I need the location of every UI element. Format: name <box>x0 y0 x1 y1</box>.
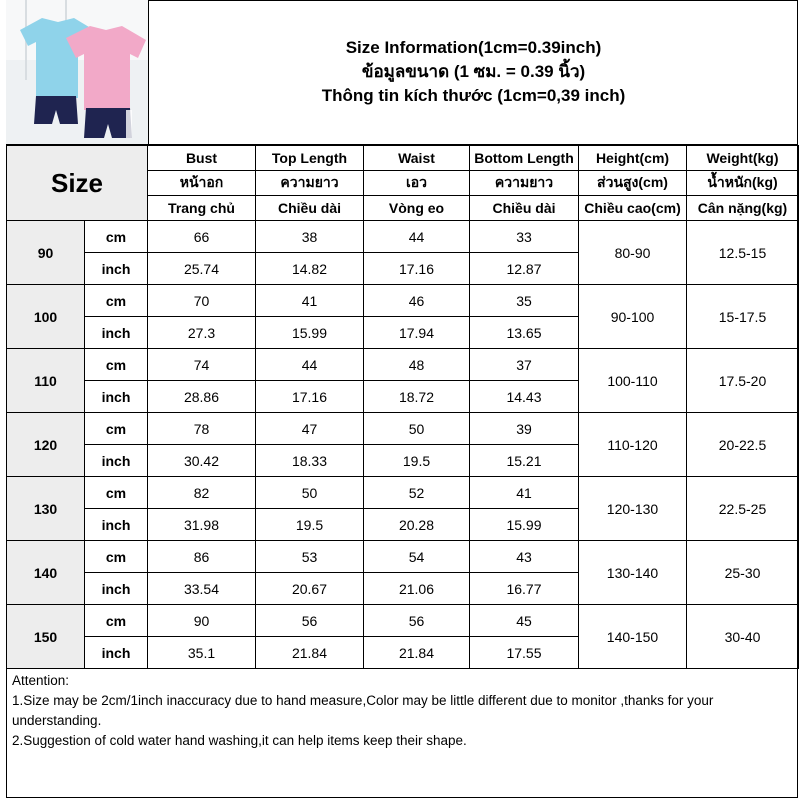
cm-value: 44 <box>364 221 470 253</box>
inch-value: 35.1 <box>148 637 256 669</box>
inch-value: 14.43 <box>470 381 579 413</box>
col-top-length-vi: Chiều dài <box>256 196 364 221</box>
inch-value: 17.16 <box>256 381 364 413</box>
cm-value: 48 <box>364 349 470 381</box>
title-vietnamese: Thông tin kích thước (1cm=0,39 inch) <box>321 86 626 105</box>
cm-value: 52 <box>364 477 470 509</box>
weight-range: 22.5-25 <box>687 477 799 541</box>
unit-label-cm: cm <box>85 605 148 637</box>
height-range: 110-120 <box>579 413 687 477</box>
unit-label-cm: cm <box>85 477 148 509</box>
table-row <box>7 477 799 509</box>
height-range: 100-110 <box>579 349 687 413</box>
table-row <box>7 605 799 637</box>
title-thai: ข้อมูลขนาด (1 ซม. = 0.39 นิ้ว) <box>361 62 586 81</box>
col-weight-vi: Cân nặng(kg) <box>687 196 799 221</box>
inch-value: 19.5 <box>364 445 470 477</box>
cm-value: 47 <box>256 413 364 445</box>
inch-value: 19.5 <box>256 509 364 541</box>
col-top-length-th: ความยาว <box>256 171 364 196</box>
unit-label-cm: cm <box>85 221 148 253</box>
inch-value: 15.99 <box>470 509 579 541</box>
size-value: 130 <box>7 477 85 541</box>
cm-value: 41 <box>256 285 364 317</box>
col-bottom-length-th: ความยาว <box>470 171 579 196</box>
inch-value: 17.55 <box>470 637 579 669</box>
notes-heading: Attention: <box>12 673 70 688</box>
cm-value: 74 <box>148 349 256 381</box>
height-range: 140-150 <box>579 605 687 669</box>
table-row <box>7 221 799 253</box>
weight-range: 20-22.5 <box>687 413 799 477</box>
col-weight-th: น้ำหนัก(kg) <box>687 171 799 196</box>
unit-label-inch: inch <box>85 637 148 669</box>
size-table-body <box>7 146 799 669</box>
cm-value: 39 <box>470 413 579 445</box>
inch-value: 16.77 <box>470 573 579 605</box>
weight-range: 12.5-15 <box>687 221 799 285</box>
col-height-en: Height(cm) <box>579 146 687 171</box>
notes-line-2: 2.Suggestion of cold water hand washing,it can help items keep their shape. <box>12 733 467 748</box>
inch-value: 28.86 <box>148 381 256 413</box>
unit-label-cm: cm <box>85 349 148 381</box>
cm-value: 86 <box>148 541 256 573</box>
inch-value: 21.84 <box>256 637 364 669</box>
cm-value: 90 <box>148 605 256 637</box>
size-value: 120 <box>7 413 85 477</box>
size-value: 140 <box>7 541 85 605</box>
size-value: 100 <box>7 285 85 349</box>
notes-line-1: 1.Size may be 2cm/1inch inaccuracy due to hand measure,Color may be little different due to monitor ,thanks for your understanding. <box>12 693 714 728</box>
size-value: 110 <box>7 349 85 413</box>
col-bust-th: หน้าอก <box>148 171 256 196</box>
inch-value: 15.21 <box>470 445 579 477</box>
unit-label-inch: inch <box>85 445 148 477</box>
size-table <box>6 145 799 669</box>
cm-value: 56 <box>256 605 364 637</box>
cm-value: 38 <box>256 221 364 253</box>
cm-value: 46 <box>364 285 470 317</box>
inch-value: 31.98 <box>148 509 256 541</box>
col-top-length-en: Top Length <box>256 146 364 171</box>
product-photo-illustration <box>6 0 148 144</box>
size-value: 90 <box>7 221 85 285</box>
col-height-vi: Chiều cao(cm) <box>579 196 687 221</box>
cm-value: 54 <box>364 541 470 573</box>
unit-label-cm: cm <box>85 541 148 573</box>
height-range: 130-140 <box>579 541 687 605</box>
weight-range: 15-17.5 <box>687 285 799 349</box>
col-waist-th: เอว <box>364 171 470 196</box>
weight-range: 17.5-20 <box>687 349 799 413</box>
inch-value: 21.06 <box>364 573 470 605</box>
unit-label-inch: inch <box>85 381 148 413</box>
inch-value: 14.82 <box>256 253 364 285</box>
header <box>6 0 798 145</box>
cm-value: 78 <box>148 413 256 445</box>
inch-value: 17.16 <box>364 253 470 285</box>
cm-value: 43 <box>470 541 579 573</box>
product-photo <box>6 0 149 144</box>
cm-value: 33 <box>470 221 579 253</box>
weight-range: 30-40 <box>687 605 799 669</box>
inch-value: 15.99 <box>256 317 364 349</box>
inch-value: 30.42 <box>148 445 256 477</box>
col-waist-en: Waist <box>364 146 470 171</box>
inch-value: 20.67 <box>256 573 364 605</box>
cm-value: 45 <box>470 605 579 637</box>
header-row-english <box>7 146 799 171</box>
col-bottom-length-en: Bottom Length <box>470 146 579 171</box>
cm-value: 56 <box>364 605 470 637</box>
col-bottom-length-vi: Chiều dài <box>470 196 579 221</box>
size-value: 150 <box>7 605 85 669</box>
height-range: 80-90 <box>579 221 687 285</box>
unit-label-cm: cm <box>85 285 148 317</box>
cm-value: 41 <box>470 477 579 509</box>
header-titles <box>149 0 798 144</box>
col-bust-en: Bust <box>148 146 256 171</box>
unit-label-inch: inch <box>85 253 148 285</box>
table-row <box>7 285 799 317</box>
cm-value: 37 <box>470 349 579 381</box>
table-row <box>7 541 799 573</box>
inch-value: 18.72 <box>364 381 470 413</box>
inch-value: 17.94 <box>364 317 470 349</box>
inch-value: 21.84 <box>364 637 470 669</box>
col-weight-en: Weight(kg) <box>687 146 799 171</box>
cm-value: 53 <box>256 541 364 573</box>
cm-value: 50 <box>256 477 364 509</box>
unit-label-inch: inch <box>85 573 148 605</box>
unit-label-cm: cm <box>85 413 148 445</box>
attention-notes <box>6 669 798 798</box>
table-row <box>7 413 799 445</box>
table-row <box>7 349 799 381</box>
inch-value: 18.33 <box>256 445 364 477</box>
height-range: 120-130 <box>579 477 687 541</box>
inch-value: 27.3 <box>148 317 256 349</box>
unit-label-inch: inch <box>85 509 148 541</box>
cm-value: 66 <box>148 221 256 253</box>
inch-value: 25.74 <box>148 253 256 285</box>
col-height-th: ส่วนสูง(cm) <box>579 171 687 196</box>
inch-value: 33.54 <box>148 573 256 605</box>
col-bust-vi: Trang chủ <box>148 196 256 221</box>
weight-range: 25-30 <box>687 541 799 605</box>
cm-value: 82 <box>148 477 256 509</box>
inch-value: 12.87 <box>470 253 579 285</box>
cm-value: 44 <box>256 349 364 381</box>
title-english: Size Information(1cm=0.39inch) <box>345 38 602 57</box>
unit-label-inch: inch <box>85 317 148 349</box>
col-waist-vi: Vòng eo <box>364 196 470 221</box>
cm-value: 70 <box>148 285 256 317</box>
cm-value: 35 <box>470 285 579 317</box>
inch-value: 13.65 <box>470 317 579 349</box>
cm-value: 50 <box>364 413 470 445</box>
size-column-header: Size <box>7 146 148 221</box>
height-range: 90-100 <box>579 285 687 349</box>
inch-value: 20.28 <box>364 509 470 541</box>
